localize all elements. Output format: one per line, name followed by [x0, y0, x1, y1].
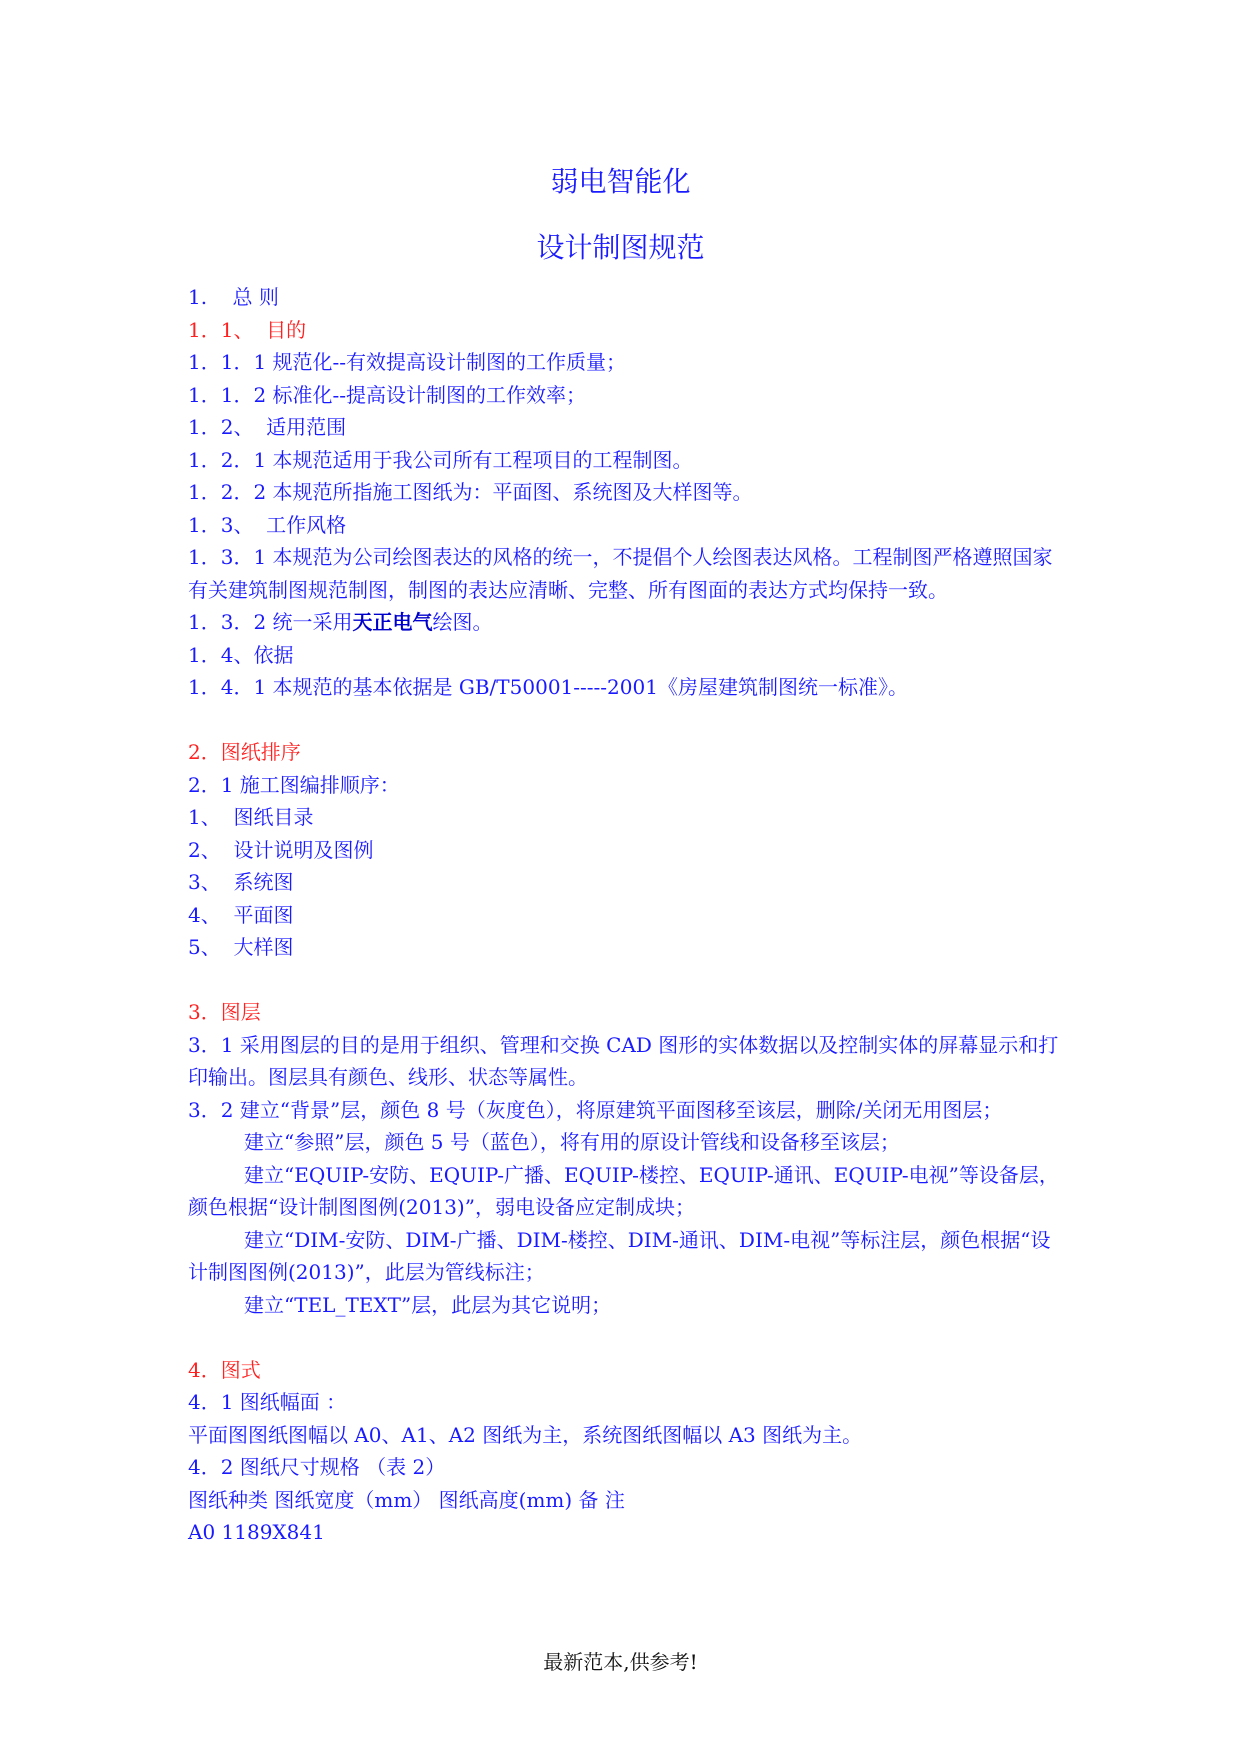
line-text: 绘图。: [432, 610, 493, 634]
paragraph-line: 1．1．2 标准化--提高设计制图的工作效率；: [188, 382, 587, 407]
paragraph-line: 建立“DIM-安防、DIM-广播、DIM-楼控、DIM-通讯、DIM-电视”等标注层，颜色根据“设计制图图例(2013)”，此层为管线标注；: [188, 1227, 1051, 1284]
paragraph-line: 5、 大样图: [188, 935, 294, 959]
paragraph-line: 1．2、 适用范围: [188, 415, 347, 439]
paragraph-line: A0 1189X841: [188, 1520, 325, 1544]
paragraph-line: 1．3．1 本规范为公司绘图表达的风格的统一，不提倡个人绘图表达风格。工程制图严格遵照国家有关建筑制图规范制图，制图的表达应清晰、完整、所有图面的表达方式均保持一致。: [188, 545, 1053, 602]
paragraph-line: 1．4．1 本规范的基本依据是 GB/T50001-----2001《房屋建筑制图统一标准》。: [188, 675, 908, 699]
paragraph-line: [188, 606, 1068, 639]
paragraph-line: 1. 总 则: [188, 285, 279, 309]
line-text: 1．3．2 统一采用: [188, 610, 353, 634]
document-title: 弱电智能化: [550, 165, 691, 198]
section-heading: 4．图式: [188, 1357, 261, 1382]
document-subtitle: 设计制图规范: [536, 231, 705, 264]
paragraph-line: 1．4、依据: [188, 642, 294, 667]
paragraph-line: 建立“TEL_TEXT”层，此层为其它说明；: [244, 1292, 612, 1317]
paragraph-line: 建立“参照”层，颜色 5 号（蓝色），将有用的原设计管线和设备移至该层；: [244, 1130, 900, 1154]
paragraph-line: 4．1 图纸幅面 ：: [188, 1390, 347, 1414]
paragraph-line: 2．1 施工图编排顺序：: [188, 772, 400, 797]
blank-line: [188, 1321, 1068, 1354]
paragraph-line: 图纸种类 图纸宽度（mm） 图纸高度(mm) 备 注: [188, 1487, 625, 1512]
document-body: [188, 281, 1068, 1549]
paragraph-line: 1．2．1 本规范适用于我公司所有工程项目的工程制图。: [188, 447, 693, 472]
paragraph-line: 1、 图纸目录: [188, 805, 314, 829]
blank-line: [188, 704, 1068, 737]
paragraph-line: 1．3、 工作风格: [188, 512, 347, 537]
section-heading: 1．1、 目的: [188, 317, 307, 342]
section-heading: 3．图层: [188, 1000, 261, 1024]
paragraph-line: 建立“EQUIP-安防、EQUIP-广播、EQUIP-楼控、EQUIP-通讯、EQUIP-电视”等设备层，颜色根据“设计制图图例(2013)”，弱电设备应定制成块；: [188, 1162, 1059, 1219]
paragraph-line: 3．2 建立“背景”层，颜色 8 号（灰度色），将原建筑平面图移至该层，删除/关闭无用图层；: [188, 1097, 1003, 1122]
blank-line: [188, 964, 1068, 997]
page-footer: 最新范本,供参考!: [543, 1650, 698, 1674]
paragraph-line: 平面图图纸图幅以 A0、A1、A2 图纸为主，系统图纸图幅以 A3 图纸为主。: [188, 1422, 863, 1447]
paragraph-line: 1．2．2 本规范所指施工图纸为：平面图、系统图及大样图等。: [188, 480, 753, 504]
paragraph-line: 3、 系统图: [188, 870, 294, 894]
paragraph-line: 3．1 采用图层的目的是用于组织、管理和交换 CAD 图形的实体数据以及控制实体的屏幕显示和打印输出。图层具有颜色、线形、状态等属性。: [188, 1032, 1059, 1089]
paragraph-line: 2、 设计说明及图例: [188, 837, 374, 862]
paragraph-line: 1．1．1 规范化--有效提高设计制图的工作质量；: [188, 350, 627, 374]
paragraph-line: 4、 平面图: [188, 902, 294, 927]
section-heading: 2．图纸排序: [188, 740, 301, 764]
paragraph-line: 4．2 图纸尺寸规格 （表 2）: [188, 1455, 446, 1479]
software-name: 天正电气: [352, 610, 433, 634]
